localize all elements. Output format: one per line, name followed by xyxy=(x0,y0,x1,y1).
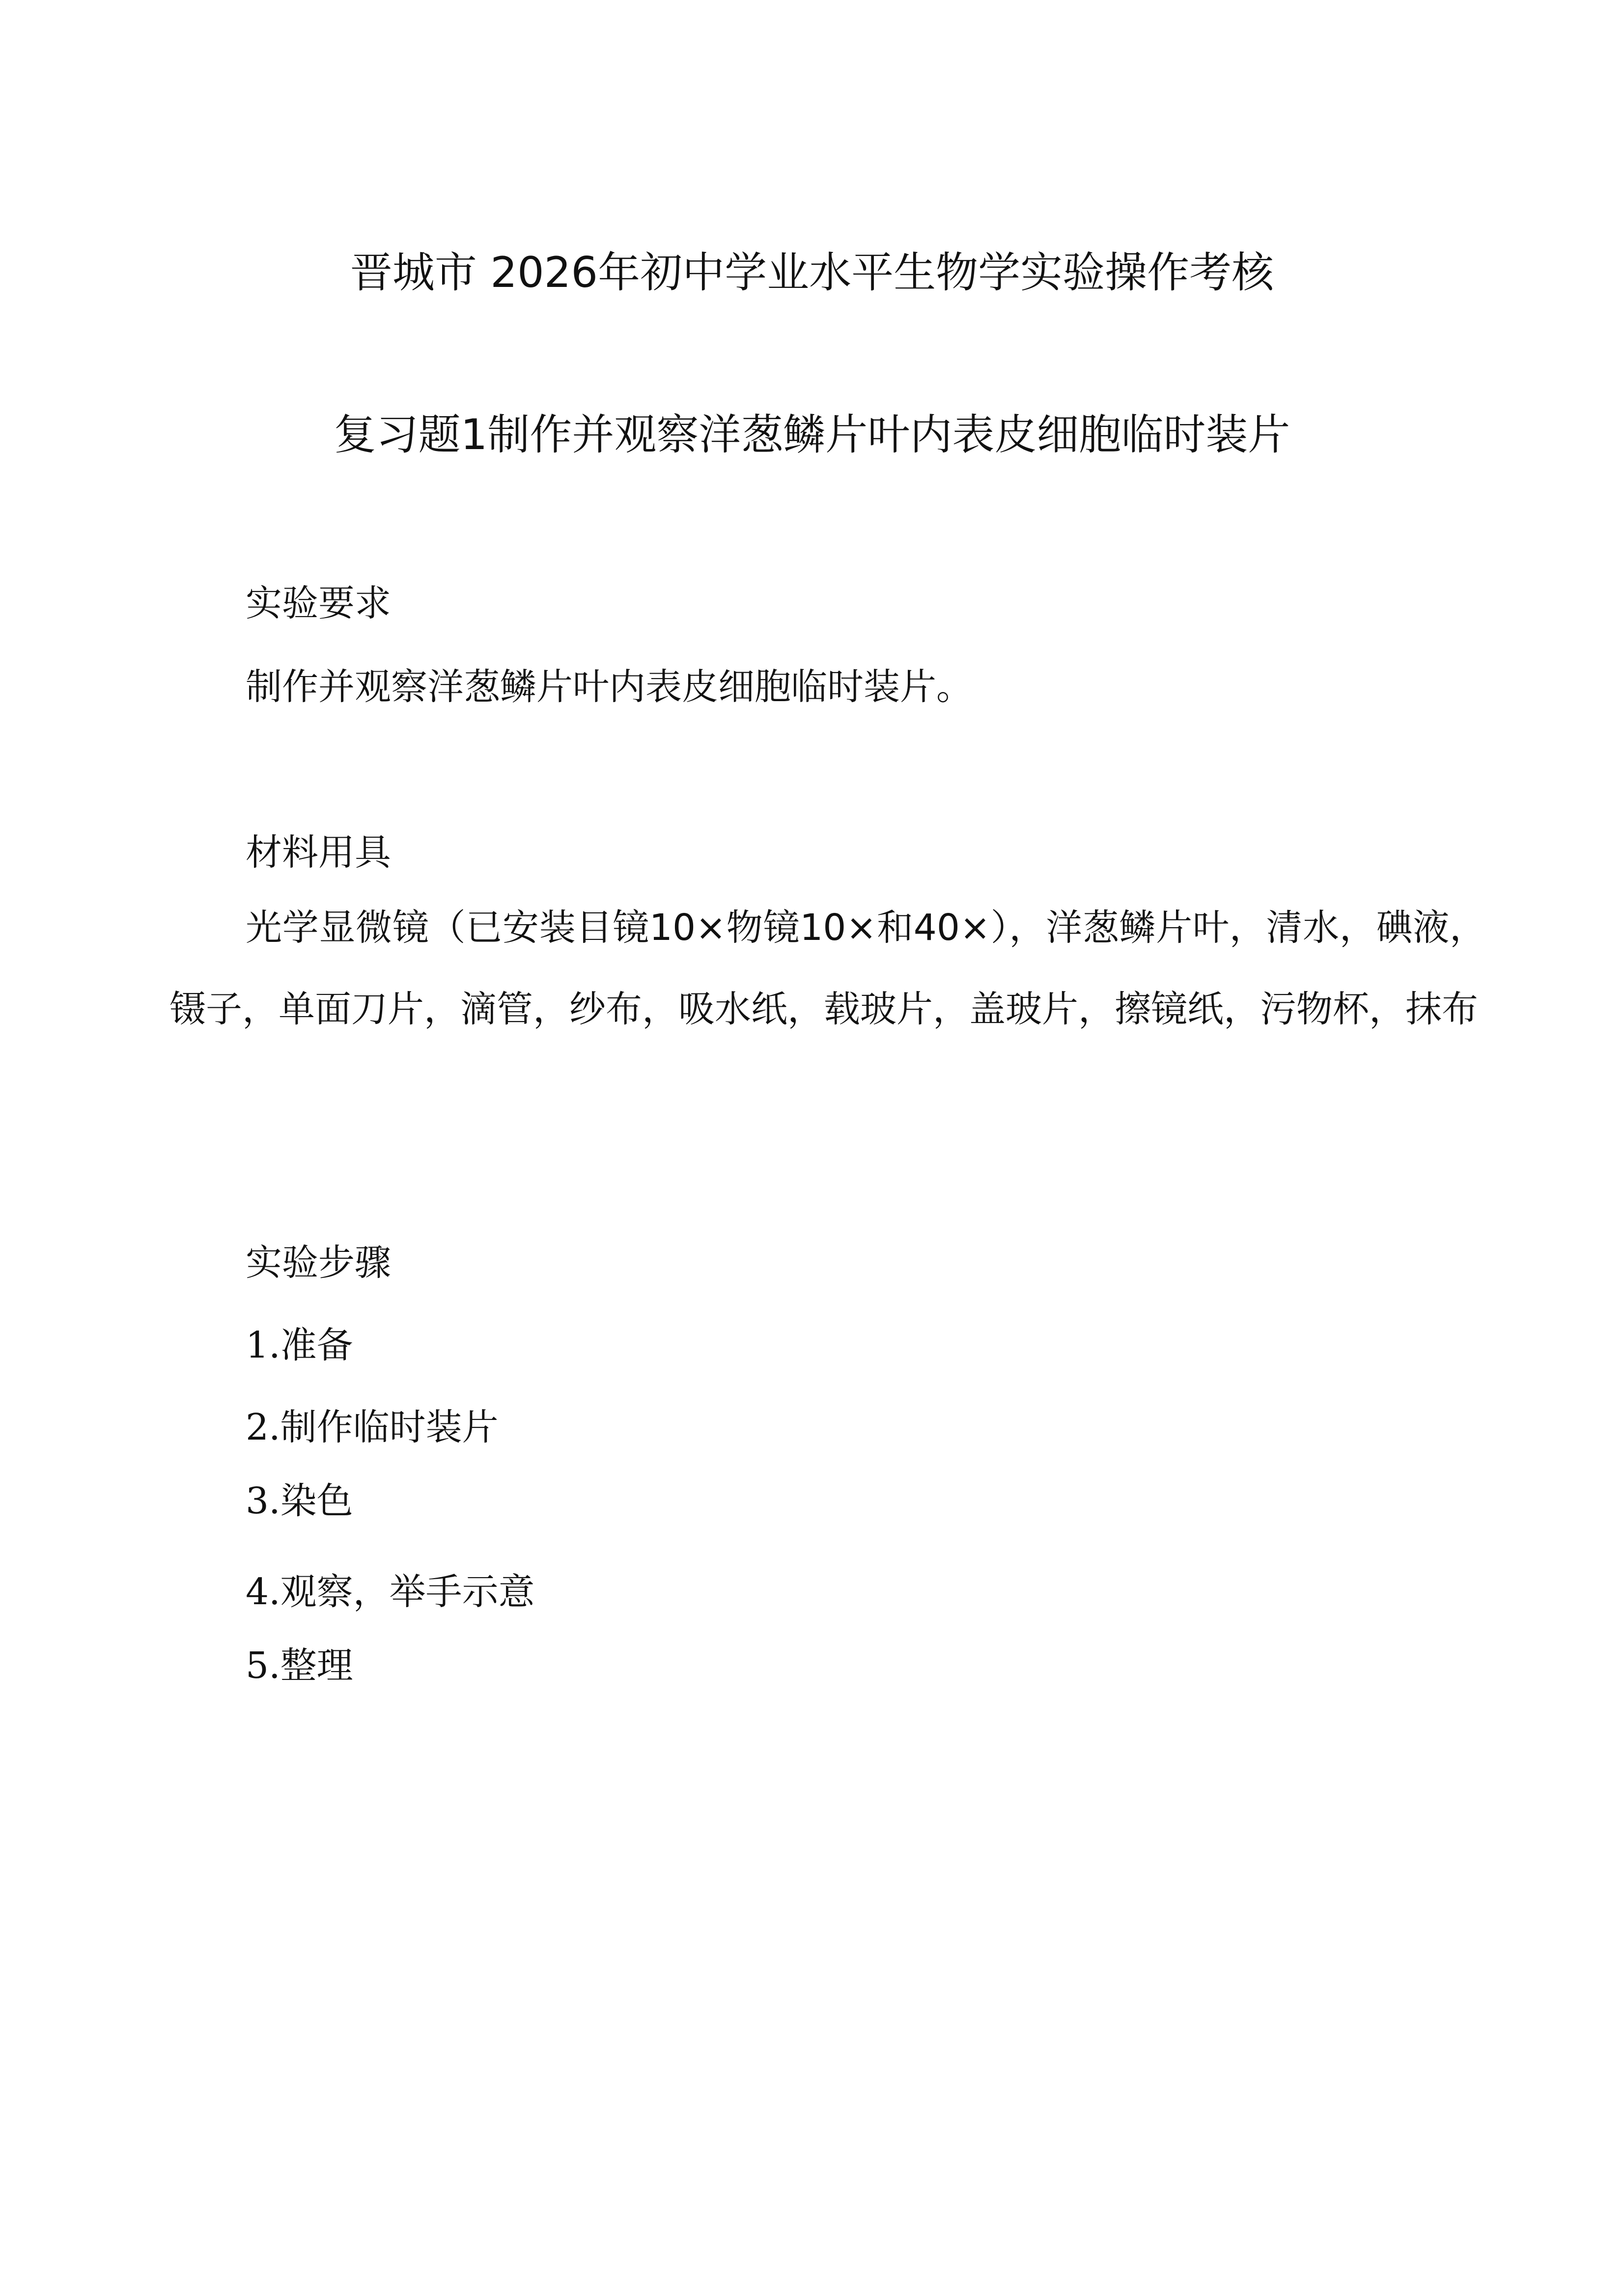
step-label: 染色 xyxy=(280,1480,353,1522)
step-item xyxy=(246,1567,535,1616)
step-number: 4. xyxy=(246,1571,280,1613)
step-number: 5. xyxy=(246,1644,280,1687)
step-label: 制作临时装片 xyxy=(280,1406,499,1448)
materials-heading: 材料用具 xyxy=(246,831,391,874)
step-item xyxy=(246,1641,353,1690)
document-subtitle: 复习题1制作并观察洋葱鳞片叶内表皮细胞临时装片 xyxy=(334,410,1290,459)
step-number: 1. xyxy=(246,1324,280,1366)
requirements-text: 制作并观察洋葱鳞片叶内表皮细胞临时装片。 xyxy=(246,666,973,708)
step-number: 3. xyxy=(246,1480,280,1522)
step-item xyxy=(246,1403,499,1452)
requirements-heading: 实验要求 xyxy=(246,582,391,624)
step-label: 观察，举手示意 xyxy=(280,1571,535,1613)
step-label: 准备 xyxy=(280,1324,353,1366)
step-number: 2. xyxy=(246,1406,280,1448)
step-item xyxy=(246,1321,353,1370)
materials-text: 光学显微镜（已安装目镜10×物镜10×和40×），洋葱鳞片叶，清水，碘液，镊子，单面刀片，滴管，纱布，吸水纸，载玻片，盖玻片，擦镜纸，污物杯，抹布 xyxy=(169,907,1486,1030)
steps-heading: 实验步骤 xyxy=(246,1242,391,1284)
step-item xyxy=(246,1476,353,1526)
document-title: 晋城市 2026年初中学业水平生物学实验操作考核 xyxy=(350,248,1274,297)
step-label: 整理 xyxy=(280,1644,353,1687)
